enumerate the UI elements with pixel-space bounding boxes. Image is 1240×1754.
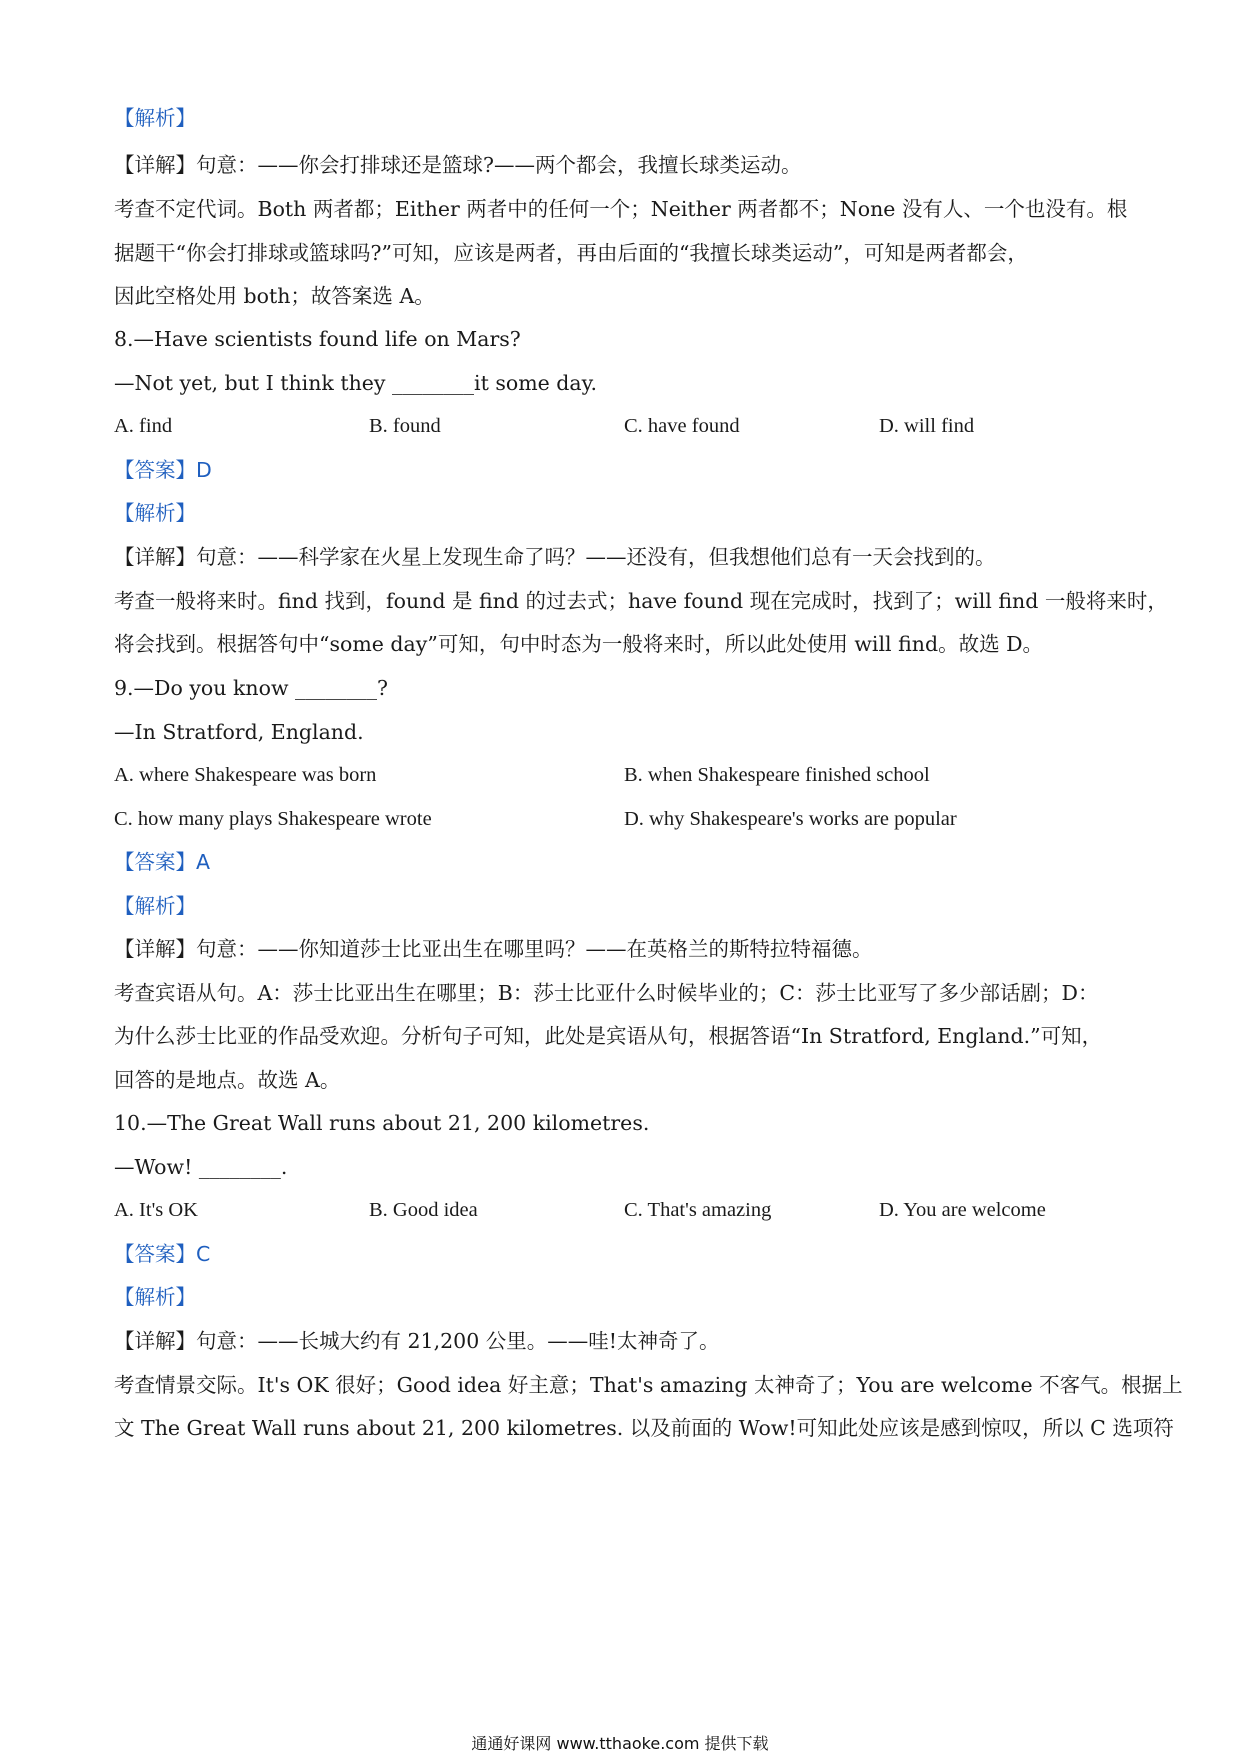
q10-answer: 【答案】C <box>114 1242 211 1266</box>
q8-option-c: C. have found <box>624 415 740 437</box>
analysis-heading: 【解析】 <box>114 106 196 130</box>
question-9-reply: —In Stratford, England. <box>114 720 364 744</box>
explanation-q8-line1: 考查一般将来时。find 找到，found 是 find 的过去式；have found 现在完成时，找到了；will find 一般将来时， <box>114 589 1168 613</box>
explanation-q7-line1: 考查不定代词。Both 两者都；Either 两者中的任何一个；Neither 两者都不；None 没有人、一个也没有。根 <box>114 197 1128 221</box>
explanation-q9-line1: 考查宾语从句。A：莎士比亚出生在哪里；B：莎士比亚什么时候毕业的；C：莎士比亚写了多少部话剧；D： <box>114 981 1099 1005</box>
q8-option-d: D. will find <box>879 415 975 437</box>
explanation-q7-line2: 据题干“你会打排球或篮球吗?”可知，应该是两者，再由后面的“我擅长球类运动”，可知是两者都会， <box>114 241 1028 265</box>
q9-option-a: A. where Shakespeare was born <box>114 764 377 786</box>
q9-option-d: D. why Shakespeare's works are popular <box>624 808 957 830</box>
q10-option-d: D. You are welcome <box>879 1199 1046 1221</box>
question-10-stem: 10.—The Great Wall runs about 21, 200 kilometres. <box>114 1111 650 1135</box>
q9-option-b: B. when Shakespeare finished school <box>624 764 930 786</box>
q10-option-c: C. That's amazing <box>624 1199 772 1221</box>
explanation-q9-line3: 回答的是地点。故选 A。 <box>114 1068 341 1092</box>
q8-option-b: B. found <box>369 415 441 437</box>
q8-option-a: A. find <box>114 415 173 437</box>
explanation-q10-line2: 文 The Great Wall runs about 21, 200 kilometres. 以及前面的 Wow!可知此处应该是感到惊叹，所以 C 选项符 <box>114 1416 1174 1440</box>
question-9-stem: 9.—Do you know ________? <box>114 676 389 700</box>
explanation-q9-line2: 为什么莎士比亚的作品受欢迎。分析句子可知，此处是宾语从句，根据答语“In Stratford, England.”可知， <box>114 1024 1103 1048</box>
explanation-q8-meaning: 【详解】句意：——科学家在火星上发现生命了吗？——还没有，但我想他们总有一天会找到的。 <box>114 545 996 569</box>
analysis-heading: 【解析】 <box>114 894 196 918</box>
explanation-q7-line3: 因此空格处用 both；故答案选 A。 <box>114 284 435 308</box>
question-8-reply: —Not yet, but I think they ________it some day. <box>114 371 598 395</box>
explanation-q10-meaning: 【详解】句意：——长城大约有 21,200 公里。——哇!太神奇了。 <box>114 1329 720 1353</box>
q9-option-c: C. how many plays Shakespeare wrote <box>114 808 432 830</box>
analysis-heading: 【解析】 <box>114 1285 196 1309</box>
explanation-q7-meaning: 【详解】句意：——你会打排球还是篮球?——两个都会，我擅长球类运动。 <box>114 153 802 177</box>
explanation-q10-line1: 考查情景交际。It's OK 很好；Good idea 好主意；That's amazing 太神奇了；You are welcome 不客气。根据上 <box>114 1373 1183 1397</box>
analysis-heading: 【解析】 <box>114 501 196 525</box>
explanation-q9-meaning: 【详解】句意：——你知道莎士比亚出生在哪里吗？——在英格兰的斯特拉特福德。 <box>114 937 873 961</box>
question-10-reply: —Wow! ________. <box>114 1155 288 1179</box>
q9-answer: 【答案】A <box>114 850 211 874</box>
q10-option-a: A. It's OK <box>114 1199 198 1221</box>
q10-option-b: B. Good idea <box>369 1199 478 1221</box>
explanation-q8-line2: 将会找到。根据答句中“some day”可知，句中时态为一般将来时，所以此处使用 will find。故选 D。 <box>114 632 1044 656</box>
question-8-stem: 8.—Have scientists found life on Mars? <box>114 327 521 351</box>
page-footer: 通通好课网 www.tthaoke.com 提供下载 <box>471 1734 769 1753</box>
q8-answer: 【答案】D <box>114 458 212 482</box>
